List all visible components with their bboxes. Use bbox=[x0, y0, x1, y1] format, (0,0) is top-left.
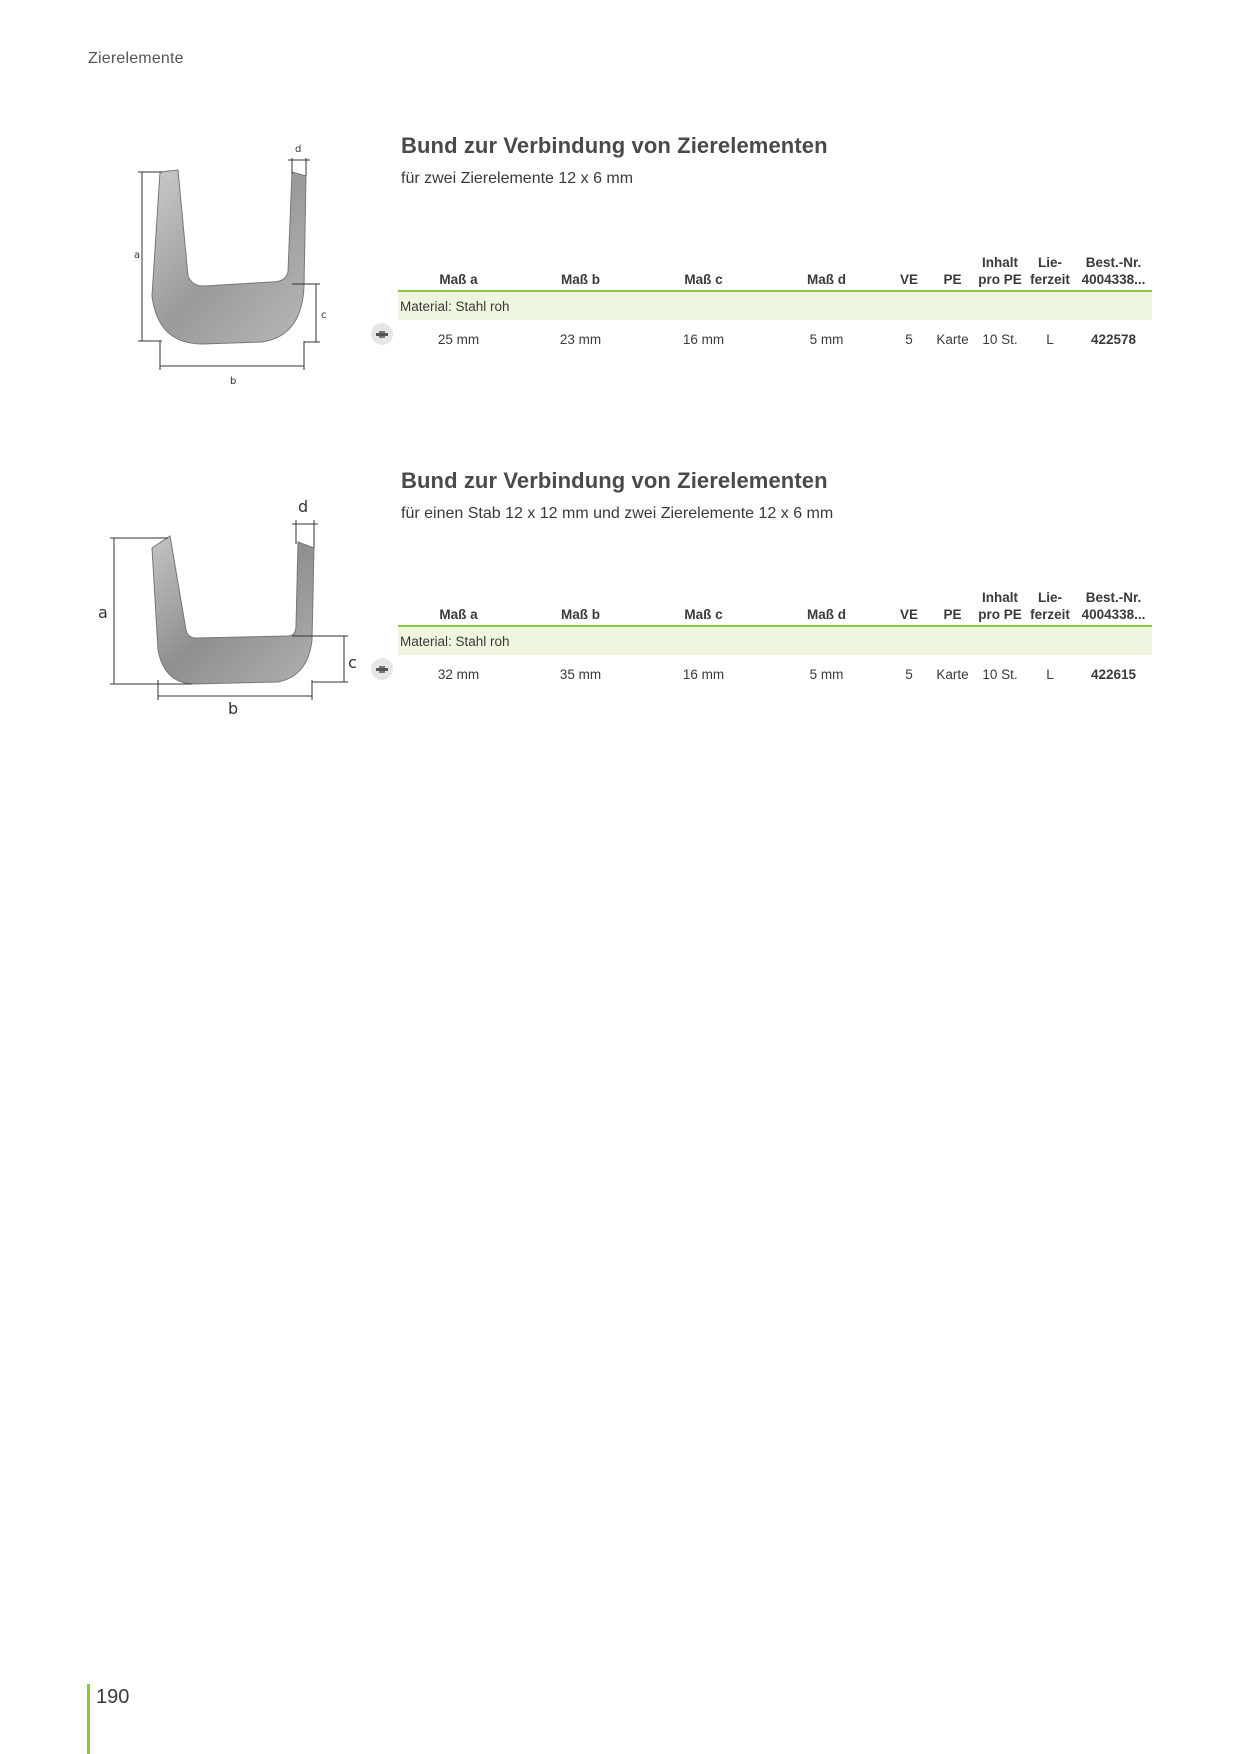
cell-pe: Karte bbox=[936, 331, 969, 347]
col-mass-a: Maß a bbox=[398, 254, 519, 291]
u-bracket-drawing-icon bbox=[92, 470, 372, 740]
dim-label-a: a bbox=[98, 603, 108, 622]
cell-mass-a: 25 mm bbox=[437, 331, 480, 347]
col-ve: VE bbox=[888, 589, 930, 626]
col-mass-d: Maß d bbox=[765, 254, 888, 291]
col-pe: PE bbox=[930, 589, 975, 626]
package-icon bbox=[371, 658, 393, 680]
col-mass-c: Maß c bbox=[642, 589, 765, 626]
cell-ve: 5 bbox=[905, 331, 913, 347]
col-inhalt: Inhalt pro PE bbox=[975, 254, 1025, 291]
dim-label-d: d bbox=[298, 497, 309, 516]
material-label: Material: Stahl roh bbox=[398, 626, 1152, 655]
product-image-2 bbox=[92, 470, 372, 740]
page-number-rule bbox=[87, 1684, 90, 1754]
dim-label-b: b bbox=[230, 376, 237, 387]
cell-mass-d: 5 mm bbox=[809, 331, 844, 347]
product-title-2: Bund zur Verbindung von Zierelementen bbox=[401, 468, 828, 493]
cell-mass-d: 5 mm bbox=[809, 666, 844, 682]
table-row bbox=[398, 655, 1152, 685]
u-bracket-drawing-icon bbox=[92, 136, 372, 406]
product-subtitle-2: für einen Stab 12 x 12 mm und zwei Zierelemente 12 x 6 mm bbox=[401, 505, 834, 522]
table-header-row bbox=[398, 589, 1152, 626]
dim-label-c: c bbox=[348, 653, 357, 672]
cell-lieferzeit: L bbox=[1046, 331, 1054, 347]
material-row bbox=[398, 626, 1152, 655]
spec-table-2 bbox=[398, 589, 1152, 685]
dim-label-c: c bbox=[321, 310, 327, 321]
cell-bestnr[interactable]: 422615 bbox=[1090, 666, 1137, 682]
spec-table-1 bbox=[398, 254, 1152, 350]
dim-label-a: a bbox=[134, 250, 141, 261]
cell-mass-c: 16 mm bbox=[682, 331, 725, 347]
cell-mass-b: 23 mm bbox=[559, 331, 602, 347]
dim-label-d: d bbox=[295, 144, 302, 155]
section-header: Zierelemente bbox=[88, 50, 184, 67]
cell-inhalt: 10 St. bbox=[982, 666, 1018, 682]
col-inhalt: Inhalt pro PE bbox=[975, 589, 1025, 626]
col-mass-b: Maß b bbox=[519, 589, 642, 626]
col-lieferzeit: Lie- ferzeit bbox=[1025, 254, 1075, 291]
col-mass-c: Maß c bbox=[642, 254, 765, 291]
table-row bbox=[398, 320, 1152, 350]
col-mass-d: Maß d bbox=[765, 589, 888, 626]
cell-inhalt: 10 St. bbox=[982, 331, 1018, 347]
col-mass-b: Maß b bbox=[519, 254, 642, 291]
cell-ve: 5 bbox=[905, 666, 913, 682]
cell-mass-c: 16 mm bbox=[682, 666, 725, 682]
col-lieferzeit: Lie- ferzeit bbox=[1025, 589, 1075, 626]
cell-pe: Karte bbox=[936, 666, 969, 682]
col-bestnr: Best.-Nr. 4004338... bbox=[1075, 254, 1152, 291]
cell-mass-a: 32 mm bbox=[437, 666, 480, 682]
page-number: 190 bbox=[96, 1686, 130, 1708]
col-bestnr: Best.-Nr. 4004338... bbox=[1075, 589, 1152, 626]
product-title-1: Bund zur Verbindung von Zierelementen bbox=[401, 133, 828, 158]
package-icon bbox=[371, 323, 393, 345]
cell-bestnr[interactable]: 422578 bbox=[1090, 331, 1137, 347]
col-ve: VE bbox=[888, 254, 930, 291]
table-header-row bbox=[398, 254, 1152, 291]
col-mass-a: Maß a bbox=[398, 589, 519, 626]
dim-label-b: b bbox=[228, 699, 239, 718]
cell-mass-b: 35 mm bbox=[559, 666, 602, 682]
product-subtitle-1: für zwei Zierelemente 12 x 6 mm bbox=[401, 170, 634, 187]
product-image-1 bbox=[92, 136, 372, 406]
col-pe: PE bbox=[930, 254, 975, 291]
cell-lieferzeit: L bbox=[1046, 666, 1054, 682]
material-label: Material: Stahl roh bbox=[398, 291, 1152, 320]
material-row bbox=[398, 291, 1152, 320]
